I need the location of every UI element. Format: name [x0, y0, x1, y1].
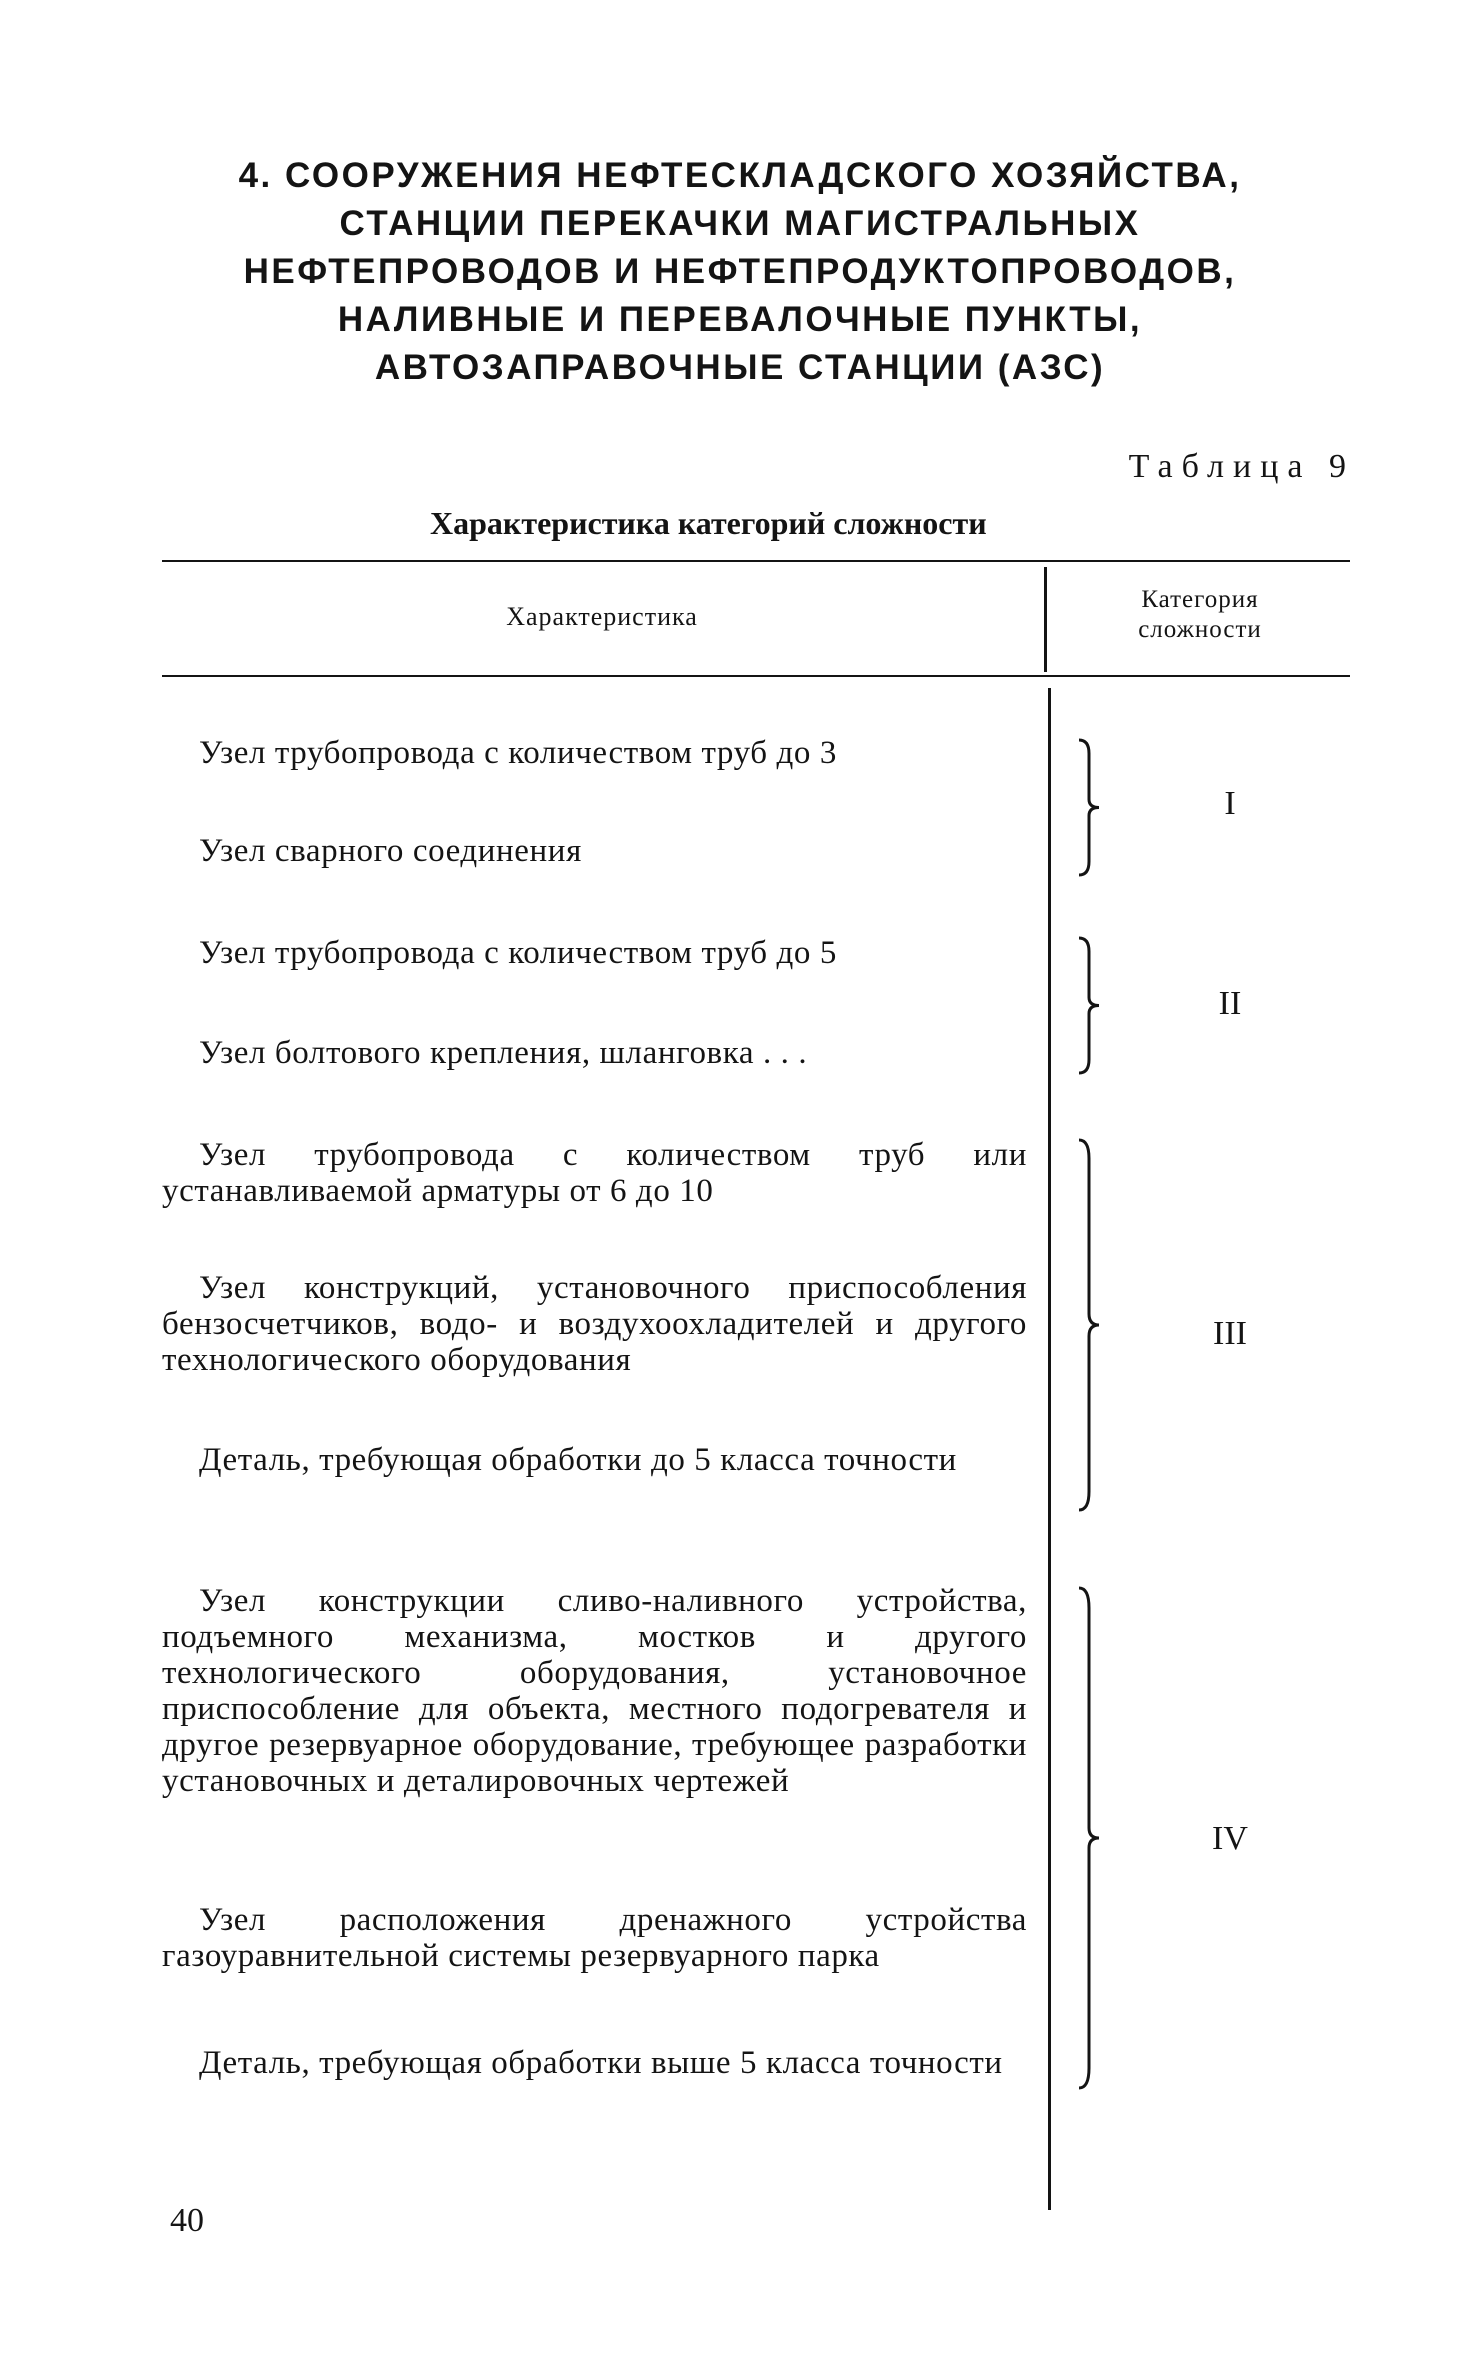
category-value: II [1218, 985, 1242, 1022]
table-row: Узел конструкций, установочного приспособления бензосчетчиков, водо- и воздухоохладителей и другого технологического оборудования [162, 1270, 1027, 1378]
section-title-line: АВТОЗАПРАВОЧНЫЕ СТАНЦИИ (АЗС) [374, 348, 1106, 387]
section-title-line: НАЛИВНЫЕ И ПЕРЕВАЛОЧНЫЕ ПУНКТЫ, [337, 300, 1143, 339]
section-title-line: 4. СООРУЖЕНИЯ НЕФТЕСКЛАДСКОГО ХОЗЯЙСТВА, [238, 156, 1242, 195]
table-top-rule [162, 560, 1350, 562]
table-row: Узел трубопровода с количеством труб до 5 [199, 935, 837, 971]
category-value: IV [1212, 1820, 1248, 1857]
table-row: Деталь, требующая обработки выше 5 класса точности [199, 2045, 1003, 2081]
section-title-line: НЕФТЕПРОВОДОВ И НЕФТЕПРОДУКТОПРОВОДОВ, [243, 252, 1237, 291]
body-column-divider [1048, 688, 1051, 2210]
table-caption: Характеристика категорий сложности [430, 505, 987, 541]
table-row: Деталь, требующая обработки до 5 класса точности [199, 1442, 957, 1478]
header-category [1050, 585, 1350, 645]
table-row: Узел сварного соединения [199, 833, 582, 869]
table-row: Узел конструкции сливо-наливного устройства, подъемного механизма, мостков и другого технологического оборудования, установочное приспособление для объекта, местного подогревателя и другое резервуарное оборудование, требующее разработки установочных и деталировочных чертежей [162, 1583, 1027, 1799]
header-column-divider [1044, 567, 1047, 672]
table-row: Узел болтового крепления, шланговка . . . [199, 1035, 808, 1071]
category-value: I [1224, 785, 1236, 822]
section-title [190, 152, 1290, 392]
section-title-line: СТАНЦИИ ПЕРЕКАЧКИ МАГИСТРАЛЬНЫХ [339, 204, 1141, 243]
table-row: Узел трубопровода с количеством труб до 3 [199, 735, 837, 771]
page-number: 40 [170, 2202, 204, 2239]
header-characteristic: Характеристика [506, 602, 698, 631]
table-label: Таблица 9 [1128, 448, 1355, 485]
header-category-line: сложности [1138, 616, 1262, 643]
table-row: Узел расположения дренажного устройства газоуравнительной системы резервуарного парка [162, 1902, 1027, 1974]
table-header-rule [162, 675, 1350, 677]
category-value: III [1213, 1315, 1247, 1352]
table-row: Узел трубопровода с количеством труб или устанавливаемой арматуры от 6 до 10 [162, 1137, 1027, 1209]
header-category-line: Категория [1141, 586, 1259, 613]
